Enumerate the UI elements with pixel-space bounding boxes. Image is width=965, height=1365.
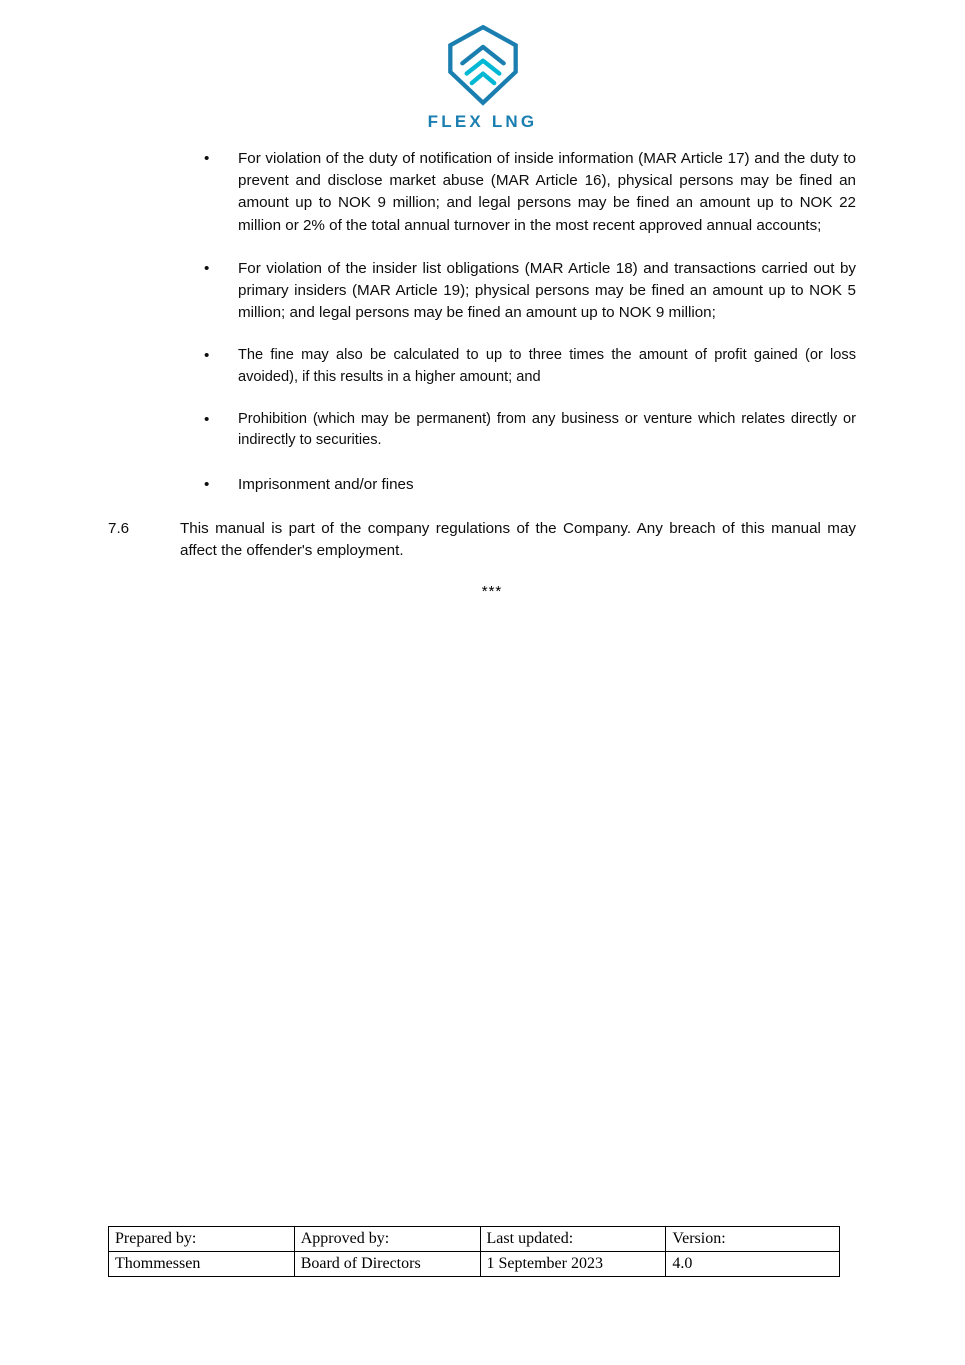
footer-header-last-updated: Last updated:	[480, 1227, 666, 1252]
end-of-document-marker: ***	[481, 583, 503, 601]
footer-header-version: Version:	[666, 1227, 840, 1252]
document-body	[108, 148, 856, 600]
bullet-icon: •	[204, 475, 210, 493]
list-item	[108, 258, 856, 325]
list-item	[108, 148, 856, 237]
bullet-icon: •	[204, 150, 210, 167]
clause-7-6	[108, 518, 856, 564]
footer-value-version: 4.0	[666, 1252, 840, 1277]
footer-value-last-updated: 1 September 2023	[480, 1252, 666, 1277]
list-item	[108, 345, 856, 388]
list-item-text: Imprisonment and/or fines	[238, 475, 414, 493]
flex-lng-wordmark: FLEX LNG	[427, 112, 538, 131]
bullet-icon: •	[204, 410, 210, 428]
flex-lng-hexagon-logo	[440, 22, 526, 108]
penalties-bullet-list	[108, 148, 856, 496]
document-header-logo	[0, 22, 965, 132]
list-item	[108, 409, 856, 452]
list-item-text: For violation of the insider list obligations (MAR Article 18) and transactions carried out by primary insiders (MAR Article 19); physical persons may be fined an amount up to NOK 5 million; and legal persons may be fined an amount up to NOK 9 million;	[238, 259, 856, 322]
bullet-icon: •	[204, 347, 210, 365]
footer-header-prepared-by: Prepared by:	[109, 1227, 295, 1252]
list-item-text: For violation of the duty of notification of inside information (MAR Article 17) and the duty to prevent and disclose market abuse (MAR Article 16), physical persons may be fined an amount up to NOK 9 million; and legal persons may be fined an amount up to NOK 22 million or 2% of the total annual turnover in the most recent approved annual accounts;	[238, 150, 856, 234]
list-item	[108, 474, 856, 496]
table-row	[109, 1252, 840, 1277]
document-footer-table	[108, 1226, 840, 1277]
clause-number: 7.6	[108, 519, 130, 537]
clause-text: This manual is part of the company regulations of the Company. Any breach of this manual may affect the offender's employment.	[180, 519, 856, 560]
footer-value-prepared-by: Thommessen	[109, 1252, 295, 1277]
list-item-text: Prohibition (which may be permanent) from any business or venture which relates directly or indirectly to securities.	[238, 410, 856, 449]
footer-header-approved-by: Approved by:	[294, 1227, 480, 1252]
footer-value-approved-by: Board of Directors	[294, 1252, 480, 1277]
table-row	[109, 1227, 840, 1252]
list-item-text: The fine may also be calculated to up to three times the amount of profit gained (or loss avoided), if this results in a higher amount; and	[238, 347, 856, 385]
bullet-icon: •	[204, 259, 210, 277]
